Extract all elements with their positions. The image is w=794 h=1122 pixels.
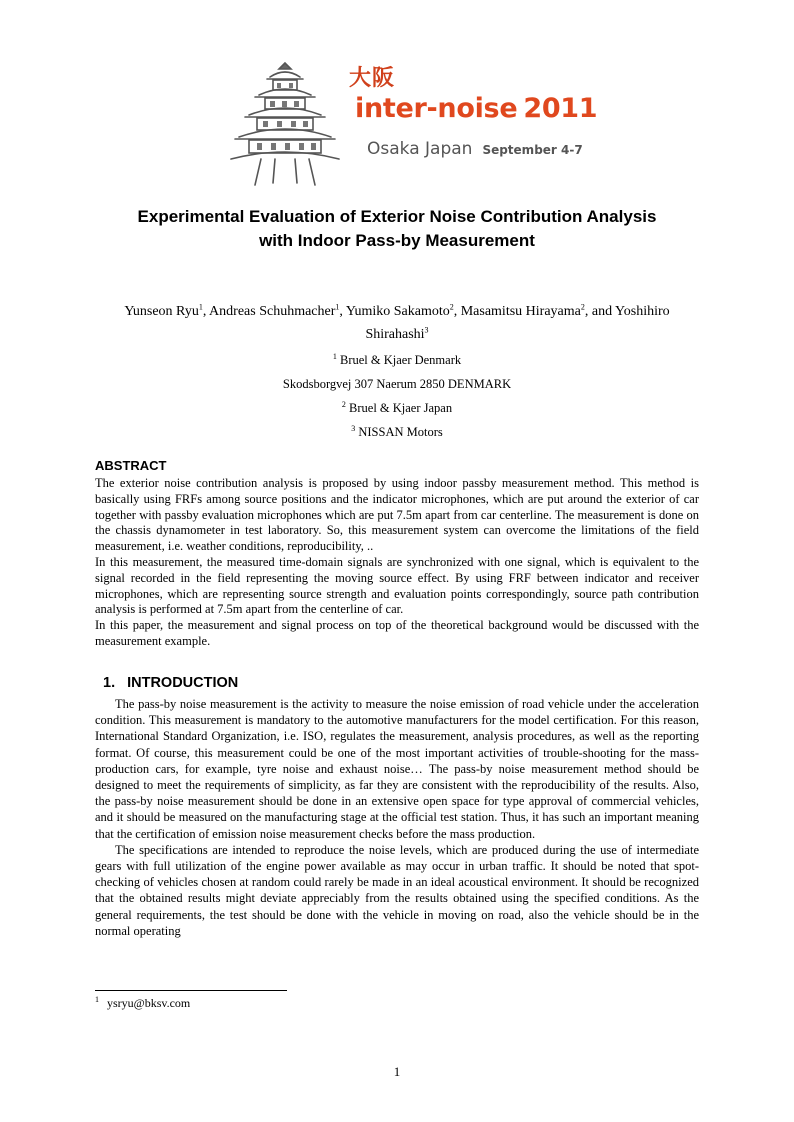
footnote-divider [95,990,287,991]
author-4-affil: 2 [580,302,585,312]
intro-paragraph: The pass-by noise measurement is the activity to measure the noise emission of road vehicle under the acceleration condition. This measurement is mandatory to the automotive manufacturers for the model certification. For this reason, International Standard Organization, i.e. ISO, regulates the measurement, analysis procedures, as well as the reporting format. Of course, this measurement could be one of the most important activities of trouble-shooting for the mass-production cars, for example, tyre noise and exhaust noise… The pass-by noise measurement method should be designed to meet the requirements of simplicity, as far they are consistent with the reproducibility of the results. Also, the pass-by noise measurement should be done in an extensive open space for type approval of commercial vehicles, and it should be measured on the manufacturing stage at the official test station. Thus, it has such an important meaning that the certification of emission noise measurement checks before the mass production. [95,697,699,841]
section-heading-introduction [103,675,238,691]
affiliation-line [95,396,699,420]
section-number: 1. [103,675,116,691]
author-1: Yunseon Ryu [124,304,199,319]
affiliation-sup: 3 [351,423,356,433]
abstract-paragraph: In this paper, the measurement and signal process on top of the theoretical background would be discussed with the measurement example. [95,618,699,648]
title-line-2: with Indoor Pass-by Measurement [259,231,535,250]
affiliation-sup: 2 [341,399,346,409]
affiliation-text: Bruel & Kjaer Denmark [339,353,462,367]
author-5: , and Yoshihiro [584,304,670,319]
affiliation-line [95,420,699,444]
logo-year: 2011 [523,93,598,124]
affiliation-text: Bruel & Kjaer Japan [349,401,453,415]
logo-name: inter-noise [355,93,518,124]
author-2: , Andreas Schuhmacher [202,304,336,319]
affiliation-line [95,372,699,396]
affiliation-text: Skodsborgvej 307 Naerum 2850 DENMARK [282,377,512,391]
author-2-affil: 1 [335,302,340,312]
title-line-1: Experimental Evaluation of Exterior Noise Contribution Analysis [137,207,657,226]
logo-kanji: 大阪 [349,66,396,91]
logo-location: Osaka Japan [367,139,473,159]
abstract-body [95,476,699,650]
author-4: , Masamitsu Hirayama [453,304,581,319]
logo-subtitle [367,139,583,159]
affiliations [95,348,699,444]
paper-title [60,205,734,253]
abstract-paragraph: The exterior noise contribution analysis is proposed by using indoor passby measurement method. This method is basically using FRFs among source positions and the indicator microphones, which are put around the exterior of car together with passby evaluation microphones which are put 7.5m apart from car centerline. The measurement is done on the chassis dynamometer in test laboratory. So, this measurement system can overcome the limitations of the field measurement, i.e. weather conditions, reproducibility, .. [95,476,699,554]
conference-logo [215,55,598,190]
logo-title [355,93,597,124]
section-title: INTRODUCTION [127,675,239,691]
author-1-affil: 1 [198,302,203,312]
footnote [95,996,190,1011]
footnote-marker: 1 [95,995,99,1004]
logo-dates: September 4-7 [482,143,583,157]
intro-paragraph: The specifications are intended to reproduce the noise levels, which are produced during the use of intermediate gears with full utilization of the engine power available as may occur in urban traffic. It should be noted that spot-checking of vehicles chosen at random could rarely be made in an ideal acoustical environment. It should be recognized that the obtained results might deviate appreciably from the results obtained using the specified conditions. As the general requirements, the test should be done with the vehicle in moving on road, also the vehicle should be in the normal operating [95,842,699,938]
author-list [95,300,699,346]
introduction-body [95,696,699,939]
abstract-paragraph: In this measurement, the measured time-domain signals are synchronized with one signal, which is equivalent to the signal recorded in the field representing the moving source effect. By using FRF between indicator and receiver microphones, which are representing source strength and evaluation points correspondingly, source path contribution analysis is performed at 7.5m apart from the centerline of car. [95,554,699,617]
author-3: , Yumiko Sakamoto [339,304,450,319]
author-3-affil: 2 [449,302,454,312]
affiliation-sup: 1 [332,351,337,361]
page-number: 1 [393,1064,401,1079]
affiliation-line [95,348,699,372]
affiliation-text: NISSAN Motors [358,425,443,439]
osaka-castle-icon [215,55,355,190]
author-5-surname: Shirahashi [365,327,425,342]
author-5-affil: 3 [424,325,429,335]
footnote-email: ysryu@bksv.com [107,996,191,1010]
abstract-heading: ABSTRACT [95,458,167,473]
